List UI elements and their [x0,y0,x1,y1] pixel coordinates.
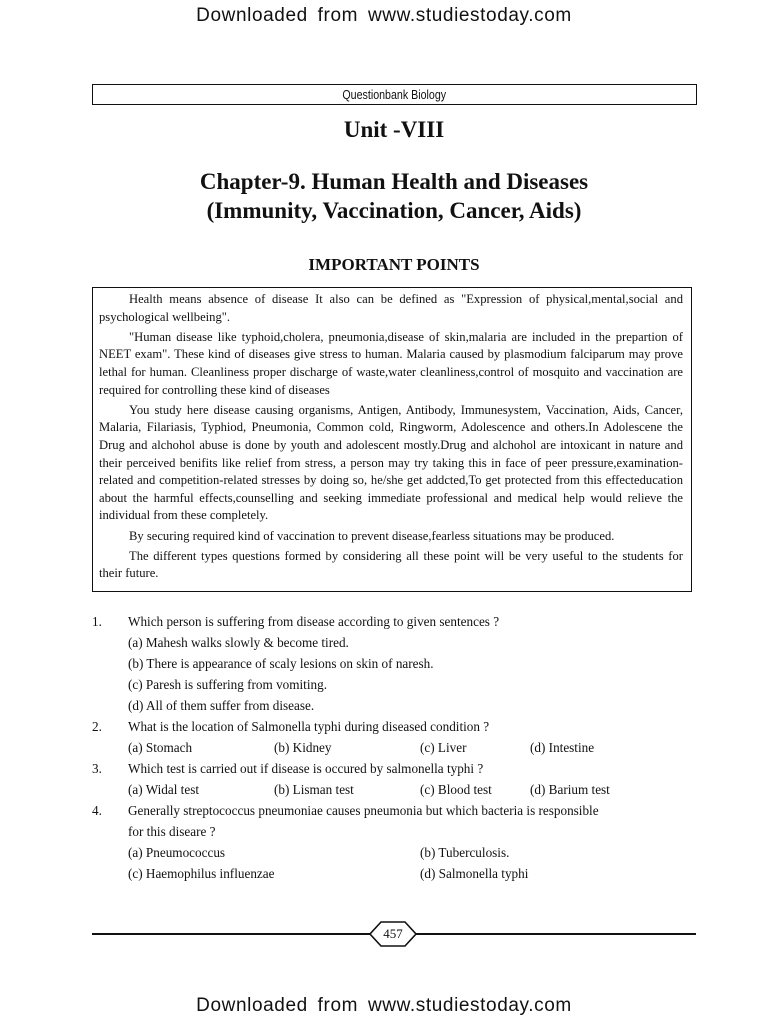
point-paragraph: Health means absence of disease It also can be defined as "Expression of physical,mental,social and psychological wellbeing". [99,292,683,324]
option-row [92,695,696,716]
questionbank-label: Questionbank Biology [342,87,447,102]
option-row [92,779,696,800]
questionbank-header [92,84,697,105]
option-row [92,674,696,695]
page-number: 457 [383,926,403,941]
point-paragraph: The different types questions formed by considering all these point will be very useful to the students for their future. [99,548,683,581]
option-b: (b) There is appearance of scaly lesions on skin of naresh. [128,656,434,671]
question-number: 2. [92,719,102,734]
question-4 [92,800,696,821]
chapter-title-line2: (Immunity, Vaccination, Cancer, Aids) [206,198,582,223]
question-1 [92,611,696,632]
question-number: 3. [92,761,102,776]
question-text: for this diseare ? [128,824,216,839]
option-d: (d) Salmonella typhi [420,866,529,881]
option-c: (c) Paresh is suffering from vomiting. [128,677,327,692]
option-b: (b) Lisman test [274,782,354,797]
point-paragraph: By securing required kind of vaccination to prevent disease,fearless situations may be produced. [129,528,615,543]
important-points-heading: IMPORTANT POINTS [308,255,480,274]
download-banner-bottom: Downloaded from www.studiestoday.com [196,995,572,1016]
option-d: (d) All of them suffer from disease. [128,698,315,713]
chapter-title-line1: Chapter-9. Human Health and Diseases [199,169,589,194]
option-a: (a) Widal test [128,782,199,797]
question-3 [92,758,696,779]
option-row [92,842,696,863]
option-d: (d) Intestine [530,740,595,755]
chapter-title [0,167,768,225]
option-c: (c) Haemophilus influenzae [128,866,275,881]
option-a: (a) Stomach [128,740,193,755]
question-text: Generally streptococcus pneumoniae causes pneumonia but which bacteria is responsible [128,803,599,818]
question-2 [92,716,696,737]
question-text: Which person is suffering from disease according to given sentences ? [128,614,500,629]
option-row [92,632,696,653]
option-c: (c) Liver [420,740,467,755]
important-points-box [92,287,692,592]
question-text: Which test is carried out if disease is occured by salmonella typhi ? [128,761,484,776]
option-b: (b) Tuberculosis. [420,845,510,860]
download-banner-top: Downloaded from www.studiestoday.com [196,5,572,26]
question-4-continued [92,821,696,842]
option-a: (a) Mahesh walks slowly & become tired. [128,635,349,650]
option-a: (a) Pneumococcus [128,845,226,860]
option-row [92,737,696,758]
point-paragraph: You study here disease causing organisms, Antigen, Antibody, Immunesystem, Vaccination, Aids, Cancer, Malaria, Filariasis, Typhiod, Pneumonia, Common cold, Ringworm, Adolescence and others.In Adolescene the Drug and alchohol abuse is done by youth and adolescent mostly.Drug and alchohol are intoxicant in nature and their perceived benifits like relief from stress, a person may try taking this in face of peer pressure,examination-related and competition-related stresses by doing so, he/she get addcted,To get protected from this effecteducation about the harmful effects,counselling and seeking immediate professional and medical help would relieve the individual from these completely. [99,402,683,523]
unit-title: Unit -VIII [343,117,445,142]
option-row [92,863,696,884]
question-text: What is the location of Salmonella typhi during diseased condition ? [128,719,490,734]
option-row [92,653,696,674]
option-d: (d) Barium test [530,782,610,797]
option-c: (c) Blood test [420,782,492,797]
question-number: 1. [92,614,102,629]
question-list [92,611,696,884]
point-paragraph: "Human disease like typhoid,cholera, pneumonia,disease of skin,malaria are included in the prepartion of NEET exam". These kind of diseases give stress to human. Malaria caused by plasmodium falciparum may prove lethal for human. Cleanliness proper discharge of waste,water cleanliness,control of mosquito and vaccination are required for controlling these kind of diseases [99,329,683,397]
option-b: (b) Kidney [274,740,332,755]
question-number: 4. [92,803,102,818]
page-number-badge [369,921,417,947]
